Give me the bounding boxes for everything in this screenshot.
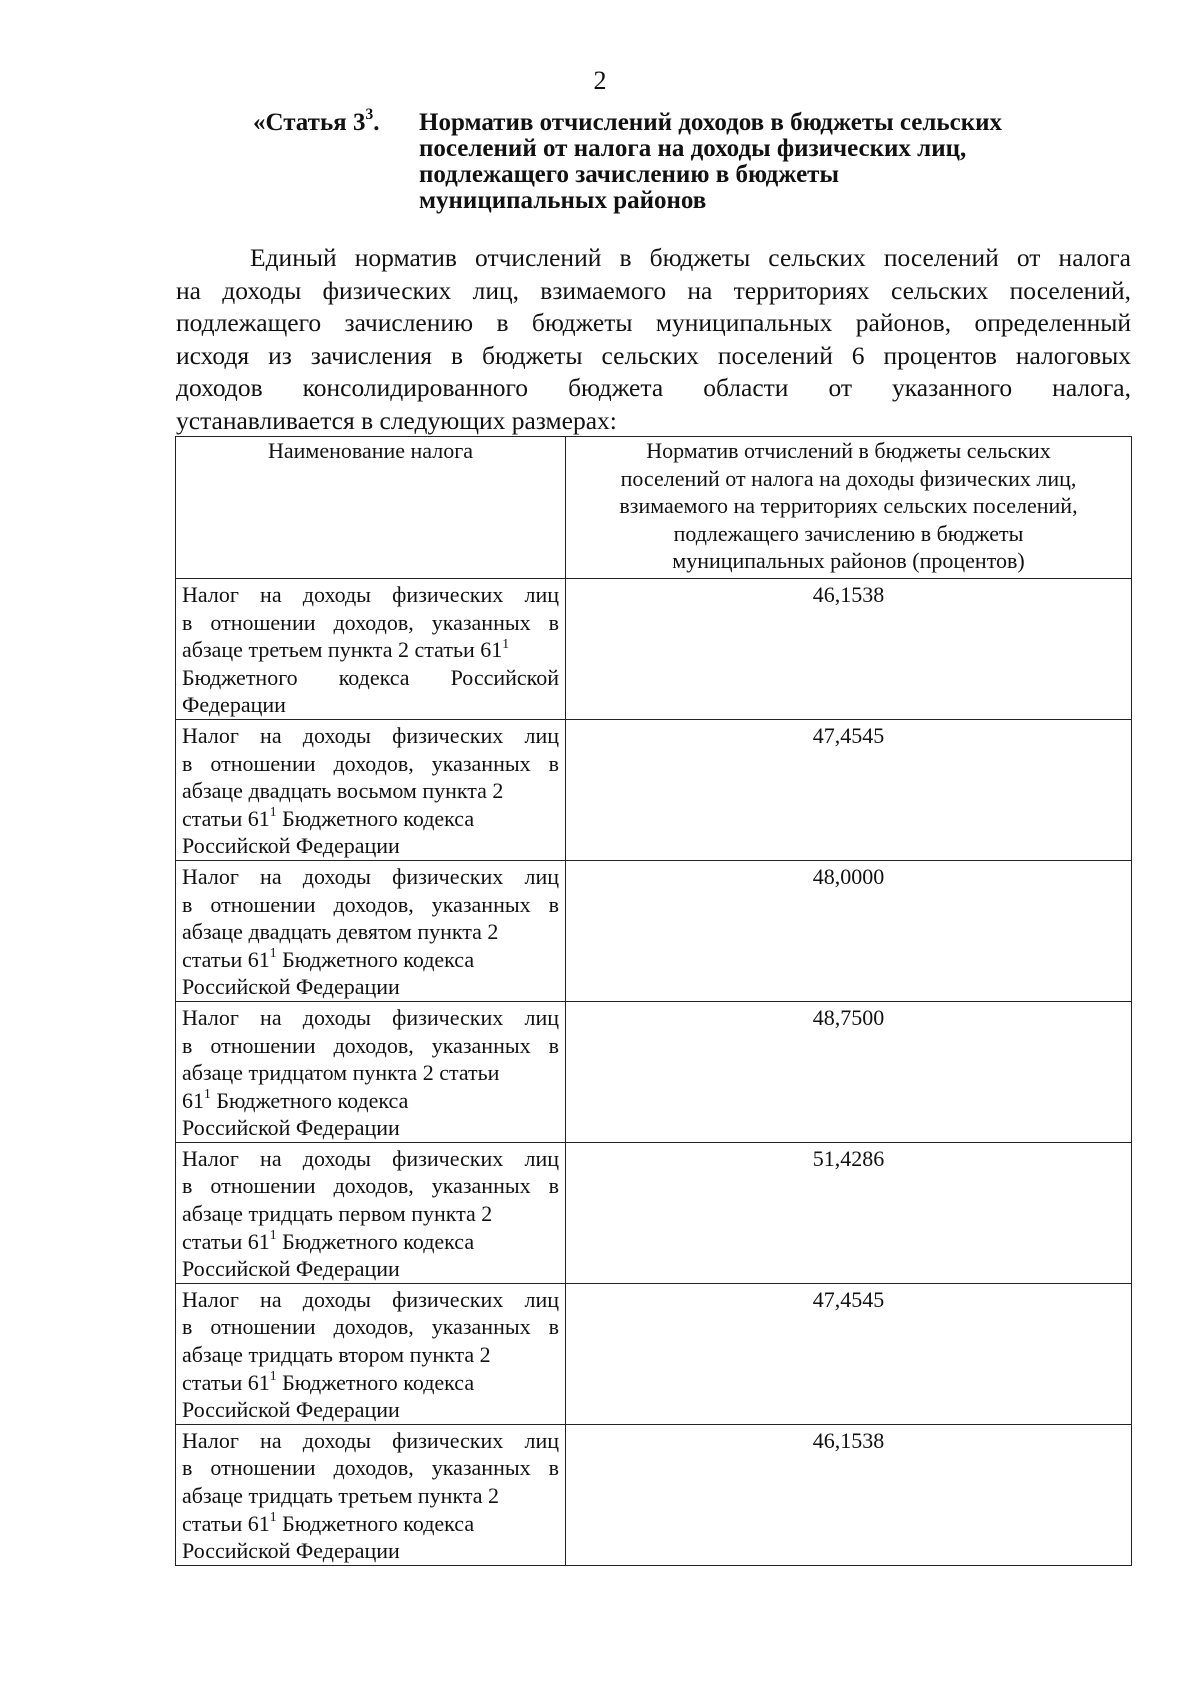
tax-name-cell	[176, 860, 566, 1001]
tax-name-line: статьи $61^1$ Бюджетного кодекса	[182, 1508, 475, 1536]
article-label-text: «Статья 3	[253, 109, 366, 136]
article-superscript: 1	[204, 1086, 211, 1101]
article-label-suffix: .	[373, 109, 380, 136]
intro-line: Единый норматив отчислений в бюджеты сельских поселений от налога	[250, 243, 1131, 272]
rate-value-cell: 46,1538	[566, 1424, 1132, 1565]
tax-name-line: в отношении доходов, указанных в	[182, 1032, 559, 1058]
tax-name-line: абзаце тридцать втором пункта 2	[182, 1342, 491, 1368]
table-body	[176, 579, 1132, 1566]
tax-name-line: в отношении доходов, указанных в	[182, 1173, 559, 1199]
tax-name-text	[182, 1286, 559, 1424]
tax-name-text	[182, 1145, 559, 1283]
tax-name-text	[182, 1004, 559, 1142]
tax-name-line: $61^1$ Бюджетного кодекса	[182, 1086, 409, 1113]
article-header	[253, 106, 1113, 214]
tax-name-line: Российской Федерации	[182, 1256, 400, 1282]
intro-paragraph	[176, 242, 1131, 438]
tax-name-line: статьи $61^1$ Бюджетного кодекса	[182, 1226, 475, 1254]
tax-name-cell	[176, 1142, 566, 1283]
intro-line: доходов консолидированного бюджета области от указанного налога,	[176, 373, 1131, 403]
tax-name-line: Российской Федерации	[182, 974, 400, 1000]
article-label	[253, 106, 419, 214]
tax-name-cell	[176, 1424, 566, 1565]
tax-name-text	[182, 581, 559, 719]
rate-value-cell: 48,7500	[566, 1001, 1132, 1142]
rate-value-cell: 48,0000	[566, 860, 1132, 1001]
rate-value-cell: 47,4545	[566, 719, 1132, 860]
tax-name-line: в отношении доходов, указанных в	[182, 609, 559, 635]
tax-name-line: статьи $61^1$ Бюджетного кодекса	[182, 804, 475, 831]
tax-name-line: Налог на доходы физических лиц	[182, 863, 559, 889]
tax-name-line: абзаце тридцать третьем пункта 2	[182, 1483, 499, 1508]
tax-name-text	[182, 1427, 559, 1565]
tax-name-line: в отношении доходов, указанных в	[182, 750, 559, 776]
tax-name-line: статьи $61^1$ Бюджетного кодекса	[182, 945, 475, 972]
table-row	[176, 860, 1132, 1001]
article-title-line: Норматив отчислений доходов в бюджеты сельских	[419, 109, 1003, 136]
intro-line: подлежащего зачислению в бюджеты муниципальных районов, определенный	[176, 308, 1131, 338]
rate-value-cell: 46,1538	[566, 579, 1132, 720]
tax-name-cell	[176, 1283, 566, 1424]
tax-name-text	[182, 863, 559, 1001]
tax-name-line: статьи $61^1$ Бюджетного кодекса	[182, 1367, 475, 1395]
article-label-superscript: 3	[365, 106, 374, 124]
article-superscript: 1	[269, 1367, 277, 1383]
rate-value-cell: 47,4545	[566, 1283, 1132, 1424]
tax-name-line: Налог на доходы физических лиц	[182, 1145, 559, 1171]
article-superscript: 1	[269, 1226, 277, 1242]
tax-name-line: в отношении доходов, указанных в	[182, 1314, 559, 1340]
tax-name-cell	[176, 1001, 566, 1142]
tax-name-line: Налог на доходы физических лиц	[182, 1286, 559, 1312]
tax-name-line: Налог на доходы физических лиц	[182, 582, 559, 607]
tax-name-line: абзаце третьем пункта 2 статьи $61^1$	[182, 635, 510, 663]
tax-name-line: абзаце тридцать первом пункта 2	[182, 1201, 493, 1227]
intro-line: на доходы физических лиц, взимаемого на территориях сельских поселений,	[176, 275, 1131, 305]
rate-value-cell: 51,4286	[566, 1142, 1132, 1283]
tax-name-line: Федерации	[182, 692, 286, 718]
tax-name-line: Налог на доходы физических лиц	[182, 1427, 559, 1453]
article-superscript: 1	[269, 804, 277, 820]
article-title-line: муниципальных районов	[419, 187, 707, 214]
header-rate-text	[572, 437, 1125, 575]
table-row	[176, 579, 1132, 720]
table-row	[176, 1001, 1132, 1142]
tax-name-line: абзаце двадцать девятом пункта 2	[182, 919, 499, 945]
tax-name-line: Российской Федерации	[182, 1115, 400, 1141]
tax-name-cell	[176, 579, 566, 720]
table-row	[176, 719, 1132, 860]
table-row	[176, 1142, 1132, 1283]
header-rate-line: поселений от налога на доходы физических лиц,	[620, 465, 1077, 491]
header-rate	[566, 437, 1132, 579]
article-superscript: 1	[502, 635, 510, 651]
tax-rate-table	[175, 436, 1132, 1566]
article-title-line: подлежащего зачислению в бюджеты	[419, 161, 839, 188]
header-rate-line: взимаемого на территориях сельских поселений,	[619, 493, 1078, 519]
article-superscript: 1	[269, 1508, 277, 1524]
article-superscript: 1	[269, 945, 277, 961]
header-rate-line: Норматив отчислений в бюджеты сельских	[646, 438, 1051, 463]
table-header-row	[176, 437, 1132, 579]
tax-name-line: в отношении доходов, указанных в	[182, 891, 559, 917]
tax-name-line: Налог на доходы физических лиц	[182, 1004, 559, 1030]
tax-name-line: Бюджетного кодекса Российской	[182, 664, 559, 690]
tax-name-line: Налог на доходы физических лиц	[182, 722, 559, 748]
tax-name-line: Российской Федерации	[182, 833, 400, 859]
tax-name-line: Российской Федерации	[182, 1397, 400, 1423]
header-tax-name: Наименование налога	[176, 437, 566, 579]
tax-name-line: абзаце тридцатом пункта 2 статьи	[182, 1060, 500, 1086]
tax-name-line: Российской Федерации	[182, 1538, 400, 1564]
table-row	[176, 1283, 1132, 1424]
intro-line: устанавливается в следующих размерах:	[176, 405, 617, 435]
page-number: 2	[593, 66, 607, 95]
header-rate-line: муниципальных районов (процентов)	[672, 548, 1025, 574]
tax-name-line: абзаце двадцать восьмом пункта 2	[182, 778, 504, 804]
intro-line: исходя из зачисления в бюджеты сельских поселений 6 процентов налоговых	[176, 340, 1131, 370]
tax-name-cell	[176, 719, 566, 860]
table-row	[176, 1424, 1132, 1565]
tax-name-text	[182, 722, 559, 860]
header-rate-line: подлежащего зачислению в бюджеты	[673, 520, 1024, 546]
tax-name-line: в отношении доходов, указанных в	[182, 1455, 559, 1481]
article-title	[419, 110, 1113, 214]
article-title-line: поселений от налога на доходы физических лиц,	[419, 135, 967, 162]
